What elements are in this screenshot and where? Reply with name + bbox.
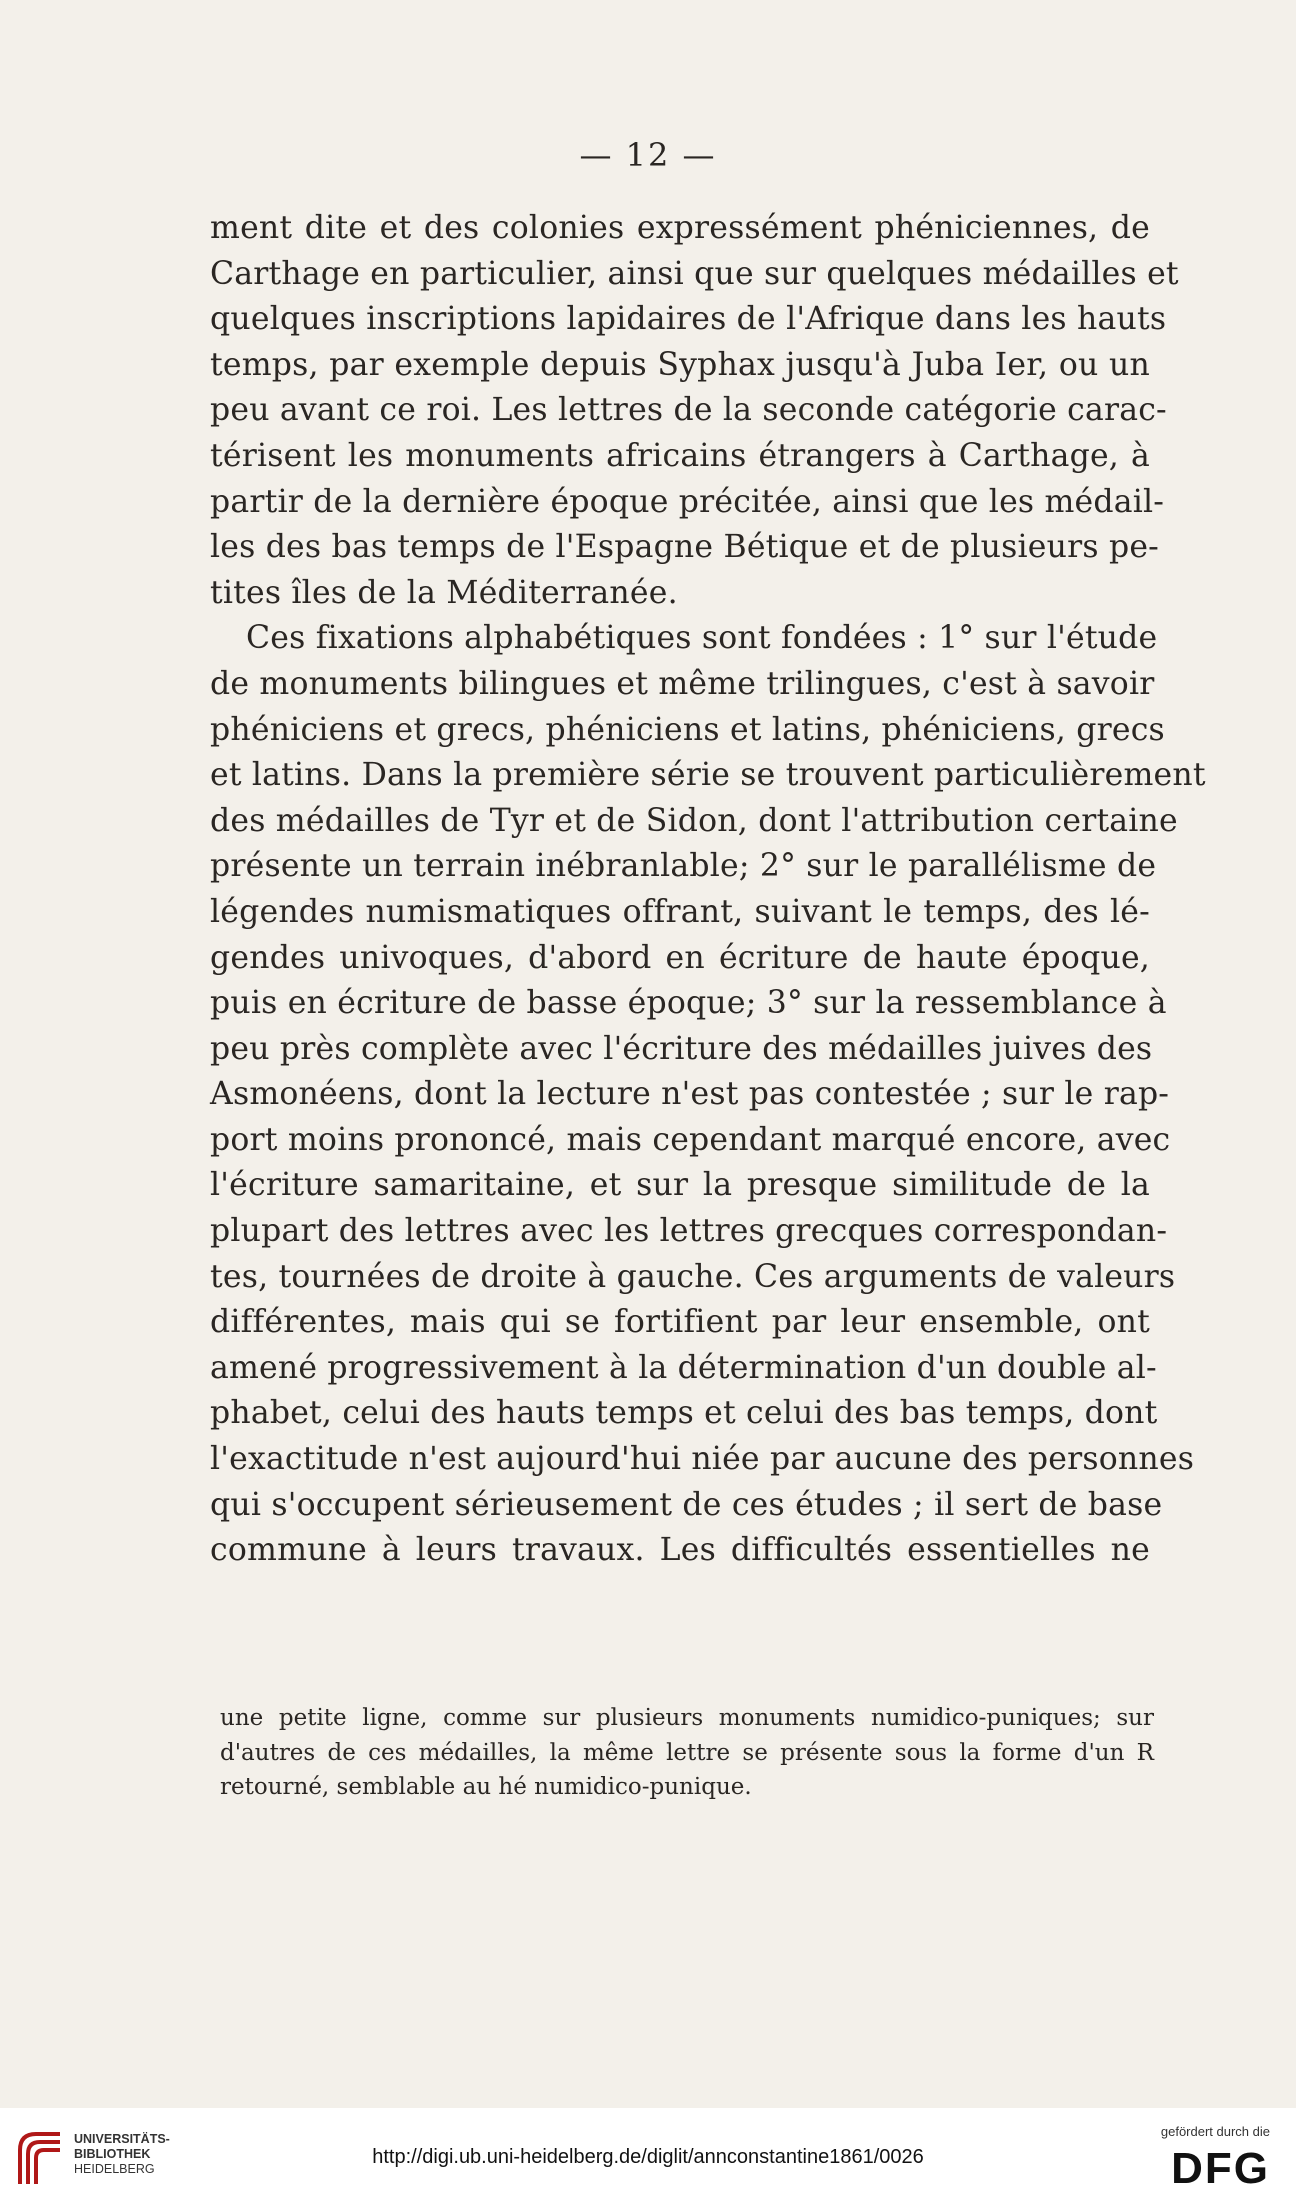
uni-name-line: BIBLIOTHEK bbox=[74, 2147, 151, 2161]
text-line: phéniciens et grecs, phéniciens et latins, phéniciens, grecs bbox=[210, 711, 1165, 748]
page-number: — 12 — bbox=[579, 136, 717, 174]
text-line: puis en écriture de basse époque; 3° sur la ressemblance à bbox=[210, 985, 1167, 1022]
text-line: peu près complète avec l'écriture des médailles juives des bbox=[210, 1030, 1153, 1067]
footnote-line: retourné, semblable au hé numidico-punique. bbox=[220, 1774, 752, 1800]
text-line: l'exactitude n'est aujourd'hui niée par aucune des personnes bbox=[210, 1441, 1195, 1478]
text-line: commune à leurs travaux. Les difficultés essentielles ne bbox=[210, 1532, 1150, 1569]
text-line: Asmonéens, dont la lecture n'est pas contestée ; sur le rap- bbox=[210, 1076, 1170, 1113]
text-line: présente un terrain inébranlable; 2° sur le parallélisme de bbox=[210, 848, 1157, 885]
footnote bbox=[220, 1701, 1154, 1805]
text-line: et latins. Dans la première série se trouvent particulièrement bbox=[210, 757, 1206, 794]
text-line: temps, par exemple depuis Syphax jusqu'à Juba Ier, ou un bbox=[210, 346, 1150, 383]
text-line: Ces fixations alphabétiques sont fondées : 1° sur l'étude bbox=[246, 620, 1158, 657]
footnote-line: une petite ligne, comme sur plusieurs monuments numidico-puniques; sur bbox=[220, 1705, 1154, 1731]
text-line: phabet, celui des hauts temps et celui des bas temps, dont bbox=[210, 1395, 1158, 1432]
text-line: plupart des lettres avec les lettres grecques correspondan- bbox=[210, 1213, 1168, 1250]
funding-note: gefördert durch die bbox=[1160, 2124, 1270, 2139]
text-line: qui s'occupent sérieusement de ces études ; il sert de base bbox=[210, 1486, 1163, 1523]
text-line: port moins prononcé, mais cependant marqué encore, avec bbox=[210, 1121, 1171, 1158]
footnote-line: d'autres de ces médailles, la même lettre se présente sous la forme d'un R bbox=[220, 1739, 1154, 1766]
text-line: l'écriture samaritaine, et sur la presque similitude de la bbox=[210, 1167, 1150, 1204]
text-line: amené progressivement à la détermination d'un double al- bbox=[210, 1349, 1157, 1386]
text-line: les des bas temps de l'Espagne Bétique et de plusieurs pe- bbox=[210, 529, 1160, 566]
text-line: tites îles de la Méditerranée. bbox=[210, 574, 678, 611]
viewer-footer bbox=[0, 2108, 1296, 2203]
body-text bbox=[210, 206, 1206, 1574]
text-line: peu avant ce roi. Les lettres de la seconde catégorie carac- bbox=[210, 392, 1167, 429]
dfg-logo: DFG bbox=[1171, 2144, 1270, 2193]
text-line: des médailles de Tyr et de Sidon, dont l'attribution certaine bbox=[210, 802, 1178, 839]
text-line: ment dite et des colonies expressément phéniciennes, de bbox=[210, 210, 1150, 246]
text-line: tes, tournées de droite à gauche. Ces arguments de valeurs bbox=[210, 1258, 1176, 1295]
text-line: térisent les monuments africains étrangers à Carthage, à bbox=[210, 437, 1150, 474]
permalink-url[interactable]: http://digi.ub.uni-heidelberg.de/diglit/annconstantine1861/0026 bbox=[372, 2146, 924, 2168]
text-line: Carthage en particulier, ainsi que sur quelques médailles et bbox=[210, 255, 1179, 292]
uni-name-line: HEIDELBERG bbox=[74, 2162, 155, 2176]
text-line: partir de la dernière époque précitée, ainsi que les médail- bbox=[210, 483, 1165, 520]
text-line: quelques inscriptions lapidaires de l'Afrique dans les hauts bbox=[210, 301, 1167, 338]
text-line: différentes, mais qui se fortifient par leur ensemble, ont bbox=[210, 1304, 1150, 1341]
text-line: de monuments bilingues et même trilingues, c'est à savoir bbox=[210, 665, 1155, 702]
uni-name-line: UNIVERSITÄTS- bbox=[74, 2132, 170, 2146]
text-line: gendes univoques, d'abord en écriture de haute époque, bbox=[210, 939, 1150, 976]
text-line: légendes numismatiques offrant, suivant le temps, des lé- bbox=[210, 893, 1150, 930]
